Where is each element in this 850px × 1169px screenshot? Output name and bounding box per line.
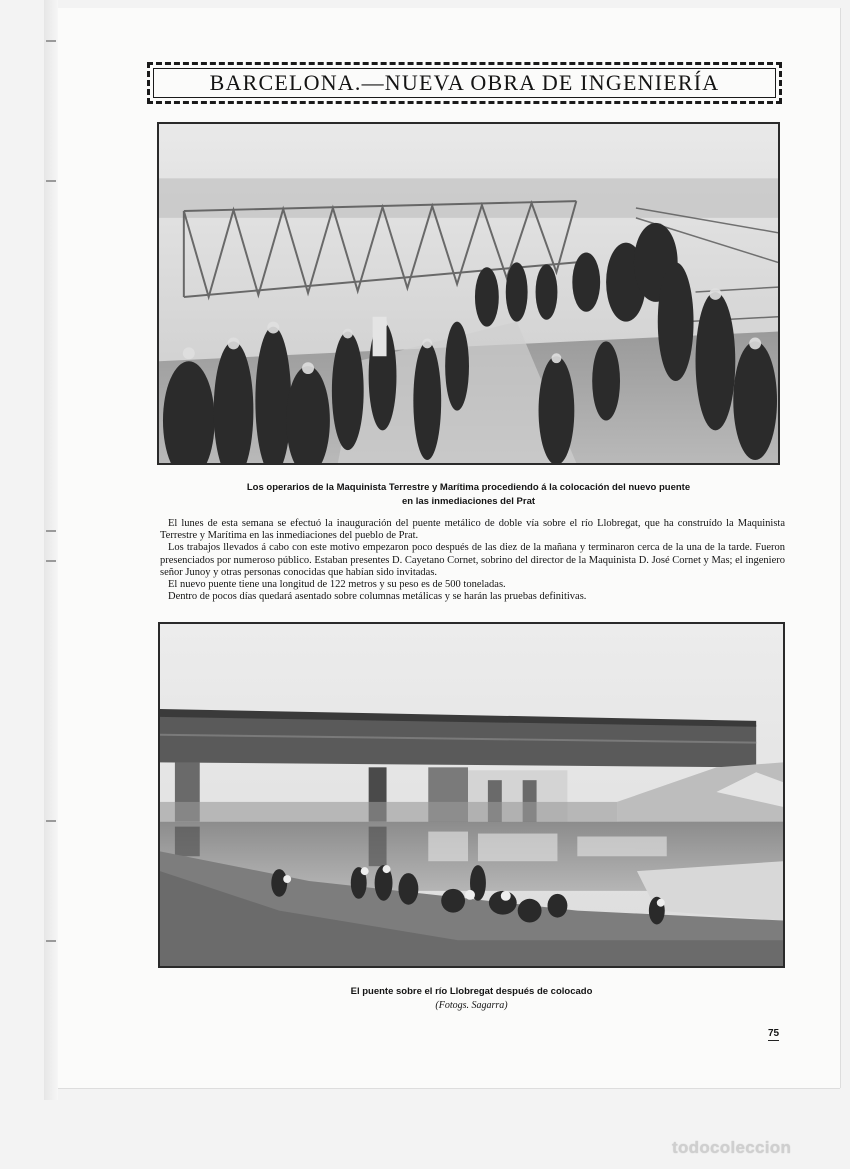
page-number: 75 [768, 1028, 780, 1039]
photo-river-caption: El puente sobre el río Llobregat después de colocado [350, 986, 593, 997]
photo-river-bridge-image [160, 624, 783, 966]
article-paragraph: El lunes de esta semana se efectuó la inauguración del puente metálico de doble vía sobre el río Llobregat, que ha construído la Maquinista Terrestre y Marítima en las inmediaciones del pueblo de Prat. [160, 518, 785, 542]
photo-workers-caption-line1: Los operarios de la Maquinista Terrestre y Marítima procediendo á la colocación del nuevo puente [246, 482, 691, 493]
article-body [160, 518, 785, 603]
page-title: BARCELONA.—NUEVA OBRA DE INGENIERÍA [209, 70, 720, 95]
photo-workers-bridge-image [159, 124, 778, 463]
article-paragraph: Dentro de pocos días quedará asentado sobre columnas metálicas y se harán las pruebas definitivas. [168, 591, 587, 603]
watermark-text: todocoleccion [672, 1138, 792, 1157]
article-paragraph: Los trabajos llevados á cabo con este motivo empezaron poco después de las diez de la mañana y terminaron cerca de la una de la tarde. Fueron presenciados por numeroso público. Estaban presentes D. Cayetano Cornet, sobrino del director de la Maquinista D. José Cornet y Mas; el ingeniero señor Junoy y otras personas conocidas que habían sido invitadas. [160, 542, 785, 578]
page-header [147, 62, 782, 104]
photo-workers-caption-line2: en las inmediaciones del Prat [401, 496, 536, 507]
photo-river-bridge [158, 622, 785, 968]
article-paragraph: El nuevo puente tiene una longitud de 122 metros y su peso es de 500 toneladas. [168, 579, 506, 591]
photo-credit: (Fotogs. Sagarra) [435, 1000, 508, 1011]
page-binding-edge [44, 0, 58, 1100]
photo-workers-bridge [157, 122, 780, 465]
